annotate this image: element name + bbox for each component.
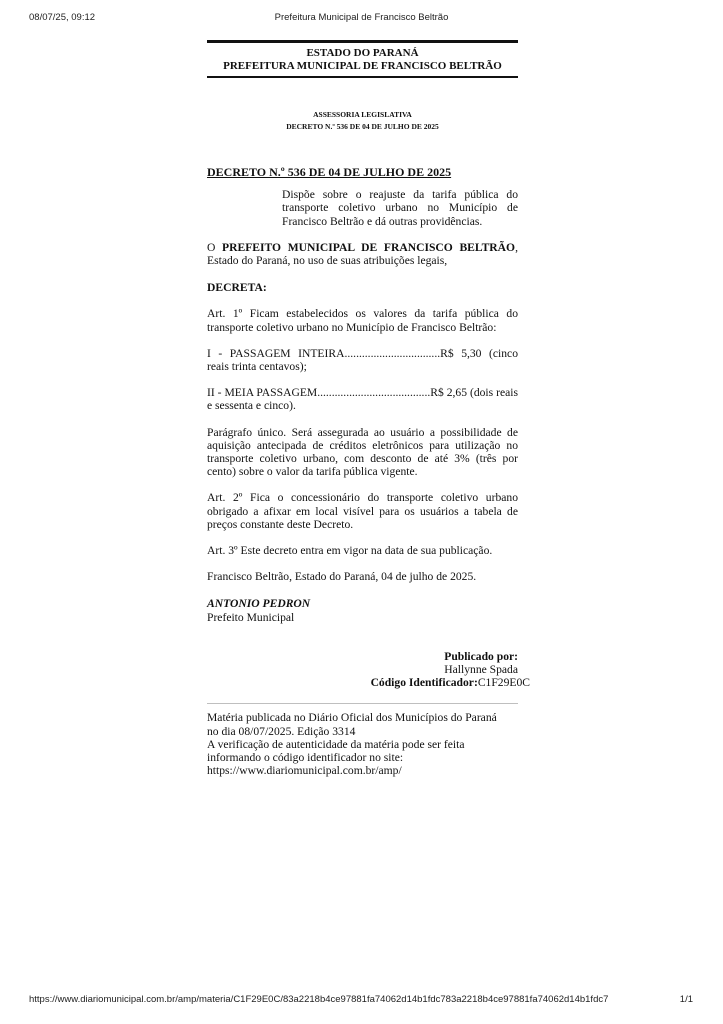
letterhead-state: ESTADO DO PARANÁ: [306, 47, 419, 59]
print-page-title: Prefeitura Municipal de Francisco Beltrão: [274, 12, 449, 23]
publisher-name: Hallynne Spada: [444, 663, 518, 677]
footnote-divider: [207, 703, 518, 704]
publication-info: [207, 649, 530, 690]
print-page-number: 1/1: [679, 994, 693, 1005]
footnote-line-4: informando o código identificador no site:: [207, 751, 404, 765]
letterhead: [207, 43, 518, 76]
decree-title: DECRETO N.º 536 DE 04 DE JULHO DE 2025: [207, 165, 452, 179]
paragrafo-unico: Parágrafo único. Será assegurada ao usuário a possibilidade de aquisição antecipada de créditos eletrônicos para utilização no transporte coletivo urbano, com desconto de até 3% (três por cento) sobre o valor da tarifa pública vigente.: [207, 425, 518, 479]
preamble-authority: PREFEITO MUNICIPAL DE FRANCISCO BELTRÃO: [222, 240, 516, 254]
decree-ementa: Dispõe sobre o reajuste da tarifa pública do transporte coletivo urbano no Município de Francisco Beltrão e dá outras providências.: [282, 188, 518, 228]
print-source-url: https://www.diariomunicipal.com.br/amp/materia/C1F29E0C/83a2218b4ce97881fa74062d14b1fdc783a2218b4ce97881fa74062d14b1fdc7: [29, 994, 609, 1005]
section-header: [207, 109, 518, 133]
letterhead-bottom-rule: [207, 76, 518, 78]
document-body: [207, 40, 530, 778]
publication-footnote: [207, 711, 518, 777]
preamble-rest: , Estado do Paraná, no uso de suas atribuições legais,: [207, 240, 518, 268]
identifier-code-value: C1F29E0C: [477, 676, 530, 690]
place-date: Francisco Beltrão, Estado do Paraná, 04 de julho de 2025.: [207, 570, 477, 584]
footnote-line-1: Matéria publicada no Diário Oficial dos Municípios do Paraná: [207, 711, 497, 725]
browser-print-header: [0, 12, 723, 26]
letterhead-prefecture: PREFEITURA MUNICIPAL DE FRANCISCO BELTRÃO: [223, 60, 502, 72]
footnote-line-2: no dia 08/07/2025. Edição 3314: [207, 724, 356, 738]
footnote-line-3: A verificação de autenticidade da matéria pode ser feita: [207, 737, 465, 751]
article-1: Art. 1º Ficam estabelecidos os valores da tarifa pública do transporte coletivo urbano no Município de Francisco Beltrão:: [207, 307, 518, 334]
section-department: ASSESSORIA LEGISLATIVA: [313, 110, 412, 119]
decree-preamble: [207, 241, 518, 267]
decreta-heading: DECRETA:: [207, 281, 267, 295]
signer-role: Prefeito Municipal: [207, 610, 295, 624]
section-decree-ref: DECRETO N.º 536 DE 04 DE JULHO DE 2025: [286, 122, 439, 131]
signer-name: ANTONIO PEDRON: [207, 597, 311, 611]
browser-print-footer: [0, 994, 723, 1008]
preamble-prefix: O: [207, 240, 223, 254]
article-2: Art. 2º Fica o concessionário do transporte coletivo urbano obrigado a afixar em local visível para os usuários a tabela de preços constante deste Decreto.: [207, 491, 518, 531]
print-datetime: 08/07/25, 09:12: [29, 12, 96, 23]
published-by-label: Publicado por:: [444, 649, 518, 663]
fare-item-full: I - PASSAGEM INTEIRA.................................R$ 5,30 (cinco reais trinta centavos);: [207, 346, 518, 374]
footnote-verification-url: https://www.diariomunicipal.com.br/amp/: [207, 764, 402, 778]
fare-item-half: II - MEIA PASSAGEM.......................................R$ 2,65 (dois reais e sessenta e cinco).: [207, 386, 518, 413]
article-3: Art. 3º Este decreto entra em vigor na data de sua publicação.: [207, 544, 493, 558]
identifier-code: [207, 676, 530, 689]
identifier-code-label: Código Identificador:: [370, 676, 478, 690]
